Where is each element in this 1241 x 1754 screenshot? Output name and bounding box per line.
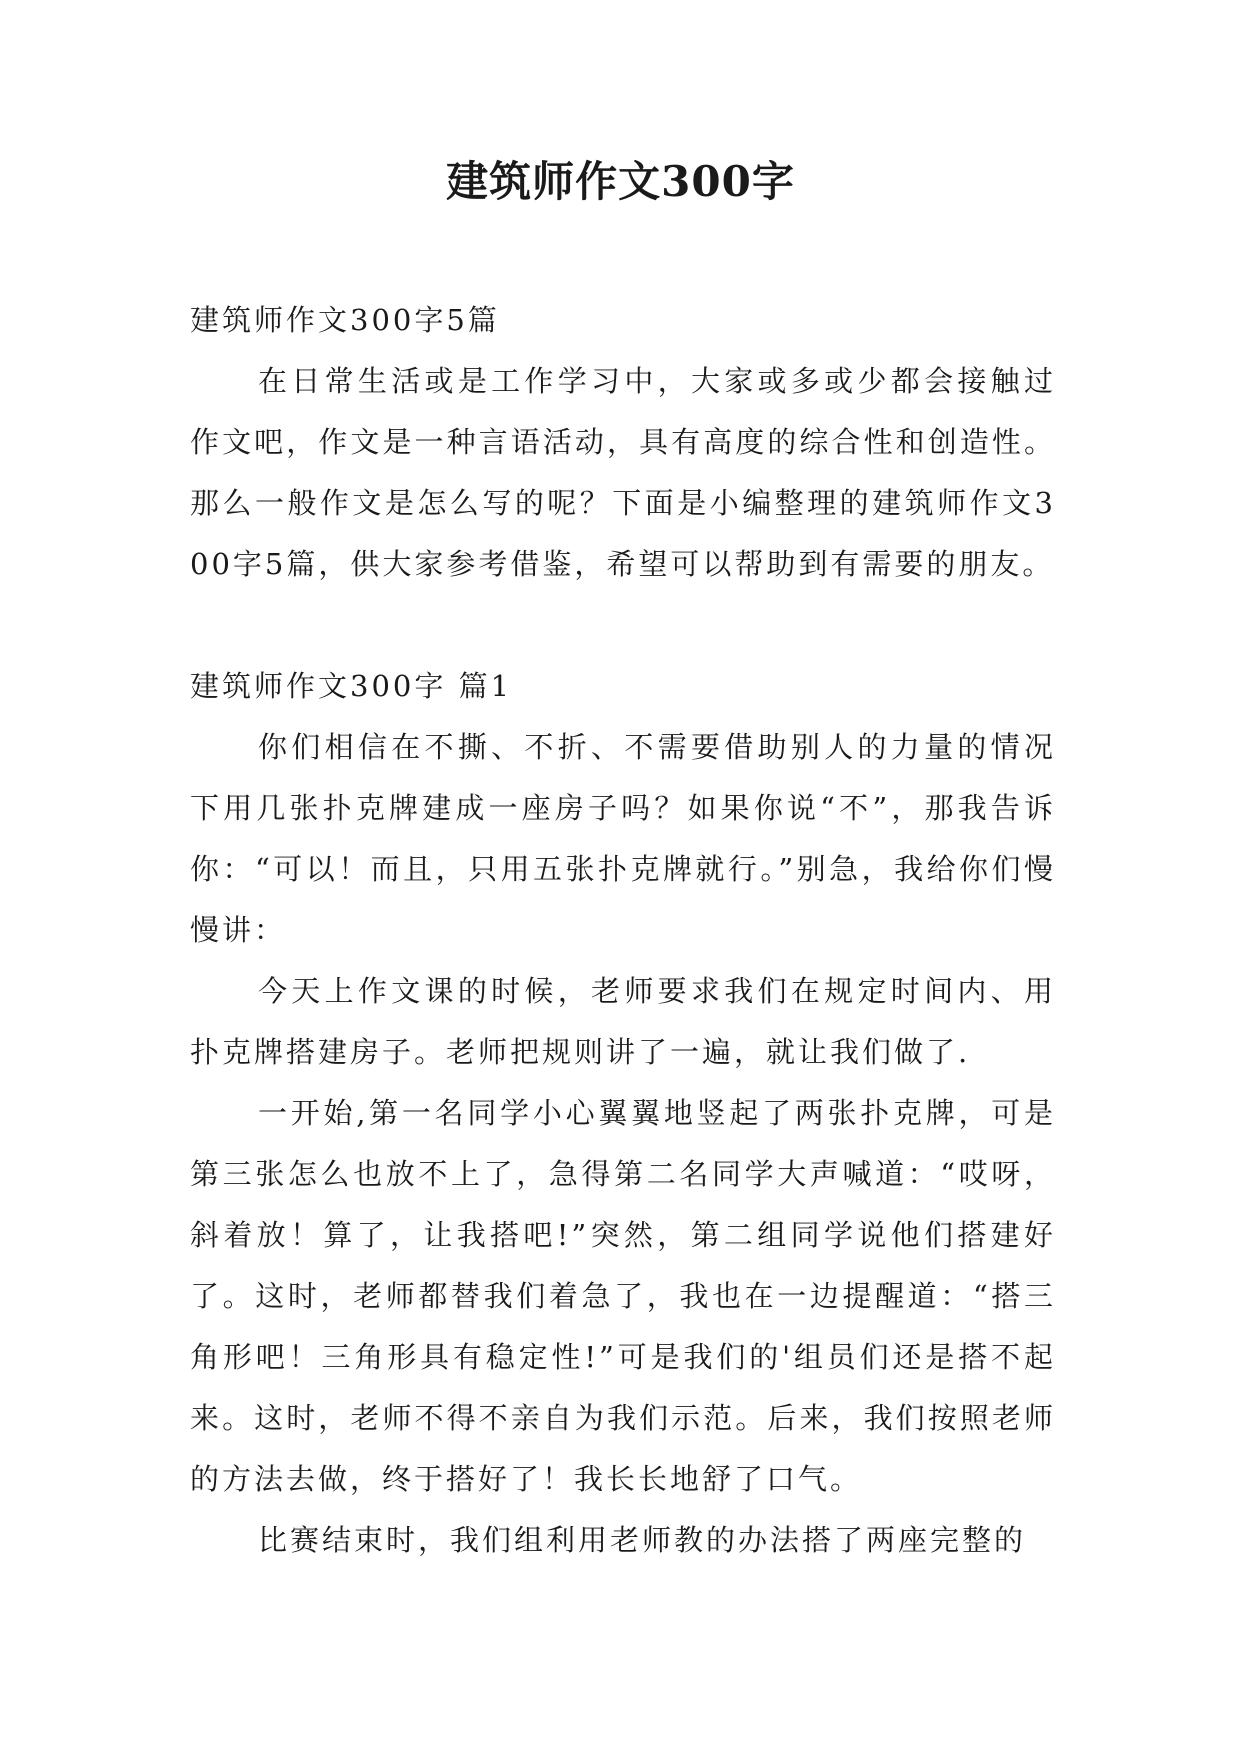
paragraph-4: 比赛结束时，我们组利用老师教的办法搭了两座完整的	[258, 1523, 1027, 1557]
paragraph-3: 一开始,第一名同学小心翼翼地竖起了两张扑克牌，可是第三张怎么也放不上了，急得第二名同学大声喊道：“哎呀，斜着放！算了，让我搭吧!”突然，第二组同学说他们搭建好了。这时，老师都替我们着急了，我也在一边提醒道：“搭三角形吧！三角形具有稳定性!”可是我们的'组员们还是搭不起来。这时，老师不得不亲自为我们示范。后来，我们按照老师的方法去做，终于搭好了！我长长地舒了口气。	[190, 1096, 1056, 1496]
document-title: 建筑师作文300字	[446, 157, 795, 206]
intro-paragraph: 在日常生活或是工作学习中，大家或多或少都会接触过作文吧，作文是一种言语活动，具有高度的综合性和创造性。那么一般作文是怎么写的呢？下面是小编整理的建筑师作文300字5篇，供大家参考借鉴，希望可以帮助到有需要的朋友。	[190, 364, 1056, 581]
section-heading-1: 建筑师作文300字 篇1	[190, 669, 513, 703]
subtitle: 建筑师作文300字5篇	[190, 303, 500, 337]
paragraph-1: 你们相信在不撕、不折、不需要借助别人的力量的情况下用几张扑克牌建成一座房子吗？如果你说“不”，那我告诉你：“可以！而且，只用五张扑克牌就行。”别急，我给你们慢慢讲：	[190, 730, 1056, 947]
section-spacer	[190, 595, 1056, 656]
document-body	[190, 290, 1056, 1571]
paragraph-2: 今天上作文课的时候，老师要求我们在规定时间内、用扑克牌搭建房子。老师把规则讲了一遍，就让我们做了.	[190, 974, 1056, 1069]
